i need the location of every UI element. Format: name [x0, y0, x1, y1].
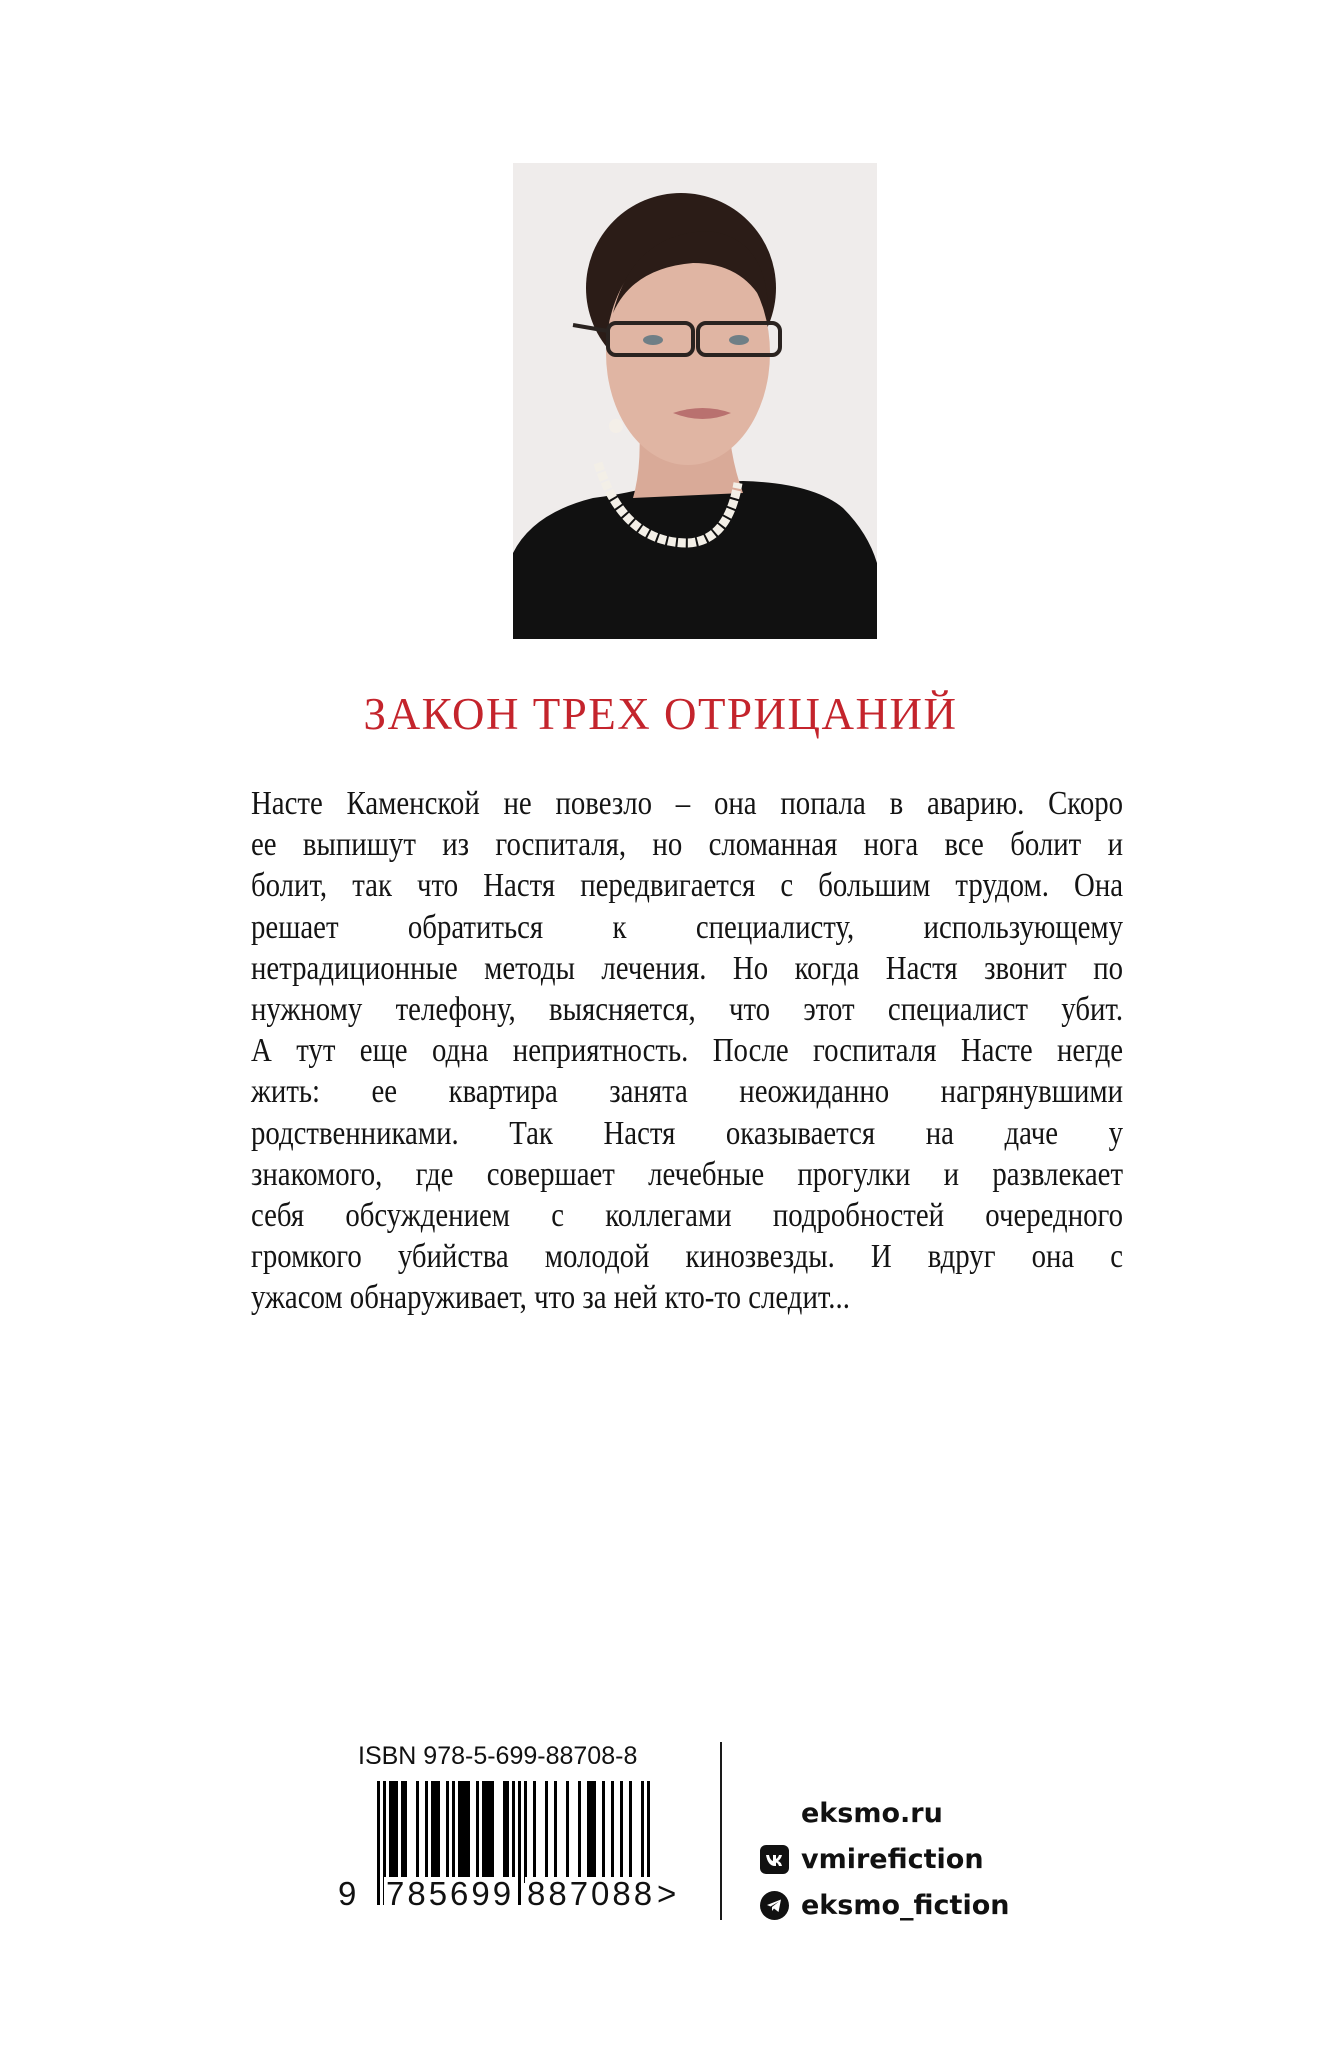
- annotation-line: нетрадиционные методы лечения. Но когда Настя звонит по: [251, 949, 1124, 987]
- annotation-line: знакомого, где совершает лечебные прогулки и развлекает: [251, 1155, 1124, 1193]
- author-portrait-image: [513, 163, 877, 639]
- annotation-line: А тут еще одна неприятность. После госпиталя Насте негде: [251, 1032, 1124, 1070]
- footer-divider: [720, 1742, 722, 1920]
- barcode-right-digits: 887088: [527, 1875, 656, 1912]
- annotation-line: болит, так что Настя передвигается с большим трудом. Она: [251, 867, 1124, 905]
- telegram-link[interactable]: [760, 1882, 1009, 1928]
- annotation-line: родственниками. Так Настя оказывается на даче у: [251, 1114, 1124, 1152]
- annotation-line: громкого убийства молодой кинозвезды. И вдруг она с: [251, 1238, 1124, 1276]
- annotation-line: жить: ее квартира занята неожиданно нагрянувшими: [251, 1073, 1124, 1111]
- book-annotation: [251, 783, 1124, 1319]
- telegram-label: eksmo_fiction: [801, 1889, 1010, 1921]
- isbn-label: ISBN 978-5-699-88708-8: [358, 1742, 638, 1770]
- annotation-line: ее выпишут из госпиталя, но сломанная нога все болит и: [251, 826, 1124, 864]
- annotation-line: нужному телефону, выясняется, что этот специалист убит.: [251, 991, 1124, 1029]
- book-title: ЗАКОН ТРЕХ ОТРИЦАНИЙ: [363, 689, 958, 739]
- vk-icon: [760, 1845, 789, 1874]
- annotation-line: себя обсуждением с коллегами подробностей очередного: [251, 1197, 1124, 1235]
- vk-label: vmirefiction: [801, 1843, 984, 1875]
- barcode-first-digit: 9: [338, 1875, 357, 1912]
- website-label: eksmo.ru: [801, 1797, 943, 1829]
- publisher-links: [760, 1790, 1009, 1928]
- annotation-line: решает обратиться к специалисту, использующему: [251, 908, 1124, 946]
- website-link[interactable]: [760, 1790, 1009, 1836]
- author-photo: [513, 163, 877, 639]
- barcode-quiet-zone-marker: >: [657, 1875, 677, 1912]
- vk-link[interactable]: [760, 1836, 1009, 1882]
- telegram-icon: [760, 1891, 789, 1920]
- annotation-line: ужасом обнаруживает, что за ней кто-то следит...: [251, 1279, 850, 1317]
- barcode-left-digits: 785699: [386, 1875, 515, 1912]
- annotation-line: Насте Каменской не повезло – она попала в аварию. Скоро: [251, 785, 1124, 822]
